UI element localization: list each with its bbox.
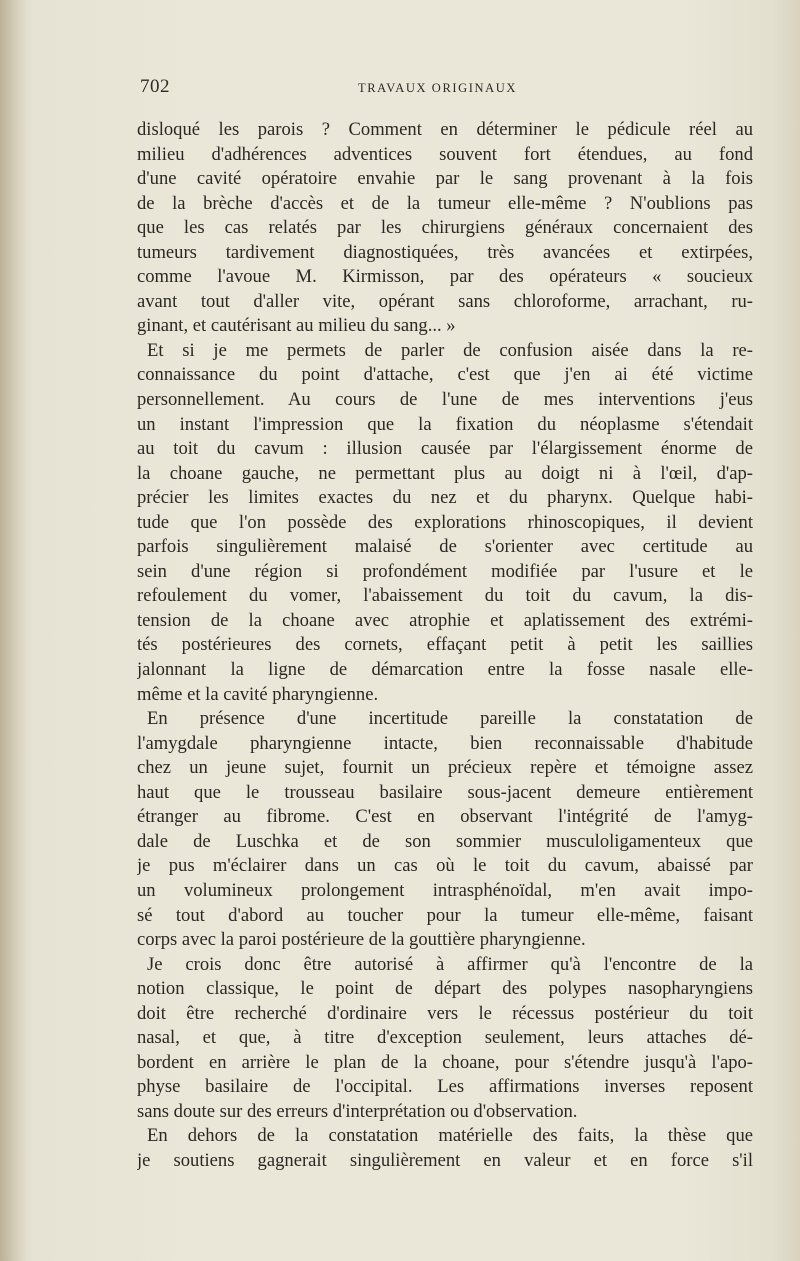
text-line: tumeurs tardivement diagnostiquées, très avancées et extirpées, [137, 241, 753, 263]
text-line: sé tout d'abord au toucher pour la tumeur elle-même, faisant [137, 904, 753, 926]
text-line: connaissance du point d'attache, c'est que j'en ai été victime [137, 364, 753, 386]
text-line: au toit du cavum : illusion causée par l'élargissement énorme de [137, 438, 753, 460]
text-line-paragraph-end: ginant, et cautérisant au milieu du sang... » [137, 315, 456, 337]
text-line-paragraph-start: Et si je me permets de parler de confusion aisée dans la re- [147, 339, 753, 361]
text-line: tension de la choane avec atrophie et aplatissement des extrémi- [137, 609, 753, 631]
text-line: je soutiens gagnerait singulièrement en valeur et en force s'il [137, 1149, 753, 1171]
text-line: physe basilaire de l'occipital. Les affirmations inverses reposent [137, 1076, 753, 1098]
text-line: tude que l'on possède des explorations rhinoscopiques, il devient [137, 511, 753, 533]
text-line: jalonnant la ligne de démarcation entre la fosse nasale elle- [137, 659, 753, 681]
text-line: étranger au fibrome. C'est en observant l'intégrité de l'amyg- [137, 806, 753, 828]
text-line: comme l'avoue M. Kirmisson, par des opérateurs « soucieux [137, 266, 753, 288]
text-line-paragraph-end: corps avec la paroi postérieure de la gouttière pharyngienne. [137, 929, 586, 951]
text-line: que les cas relatés par les chirurgiens généraux concernaient des [137, 217, 753, 239]
text-line: l'amygdale pharyngienne intacte, bien reconnaissable d'habitude [137, 732, 753, 754]
text-line-paragraph-end: sans doute sur des erreurs d'interprétation ou d'observation. [137, 1100, 578, 1122]
text-line: tés postérieures des cornets, effaçant petit à petit les saillies [137, 634, 753, 656]
text-line: sein d'une région si profondément modifiée par l'usure et le [137, 560, 753, 582]
text-line-paragraph-start: En dehors de la constatation matérielle des faits, la thèse que [147, 1125, 753, 1147]
text-line: haut que le trousseau basilaire sous-jacent demeure entièrement [137, 781, 753, 803]
page-gutter-shadow [0, 0, 26, 1261]
page-number: 702 [140, 76, 170, 97]
text-line: précier les limites exactes du nez et du pharynx. Quelque habi- [137, 487, 753, 509]
text-line: parfois singulièrement malaisé de s'orienter avec certitude au [137, 536, 753, 558]
text-line: refoulement du vomer, l'abaissement du toit du cavum, la dis- [137, 585, 753, 607]
text-line: chez un jeune sujet, fournit un précieux repère et témoigne assez [137, 757, 753, 779]
text-line: de la brèche d'accès et de la tumeur elle-même ? N'oublions pas [137, 192, 753, 214]
running-title: TRAVAUX ORIGINAUX [358, 81, 518, 95]
text-line-paragraph-start: En présence d'une incertitude pareille la constatation de [147, 708, 753, 730]
text-line: bordent en arrière le plan de la choane, pour s'étendre jusqu'à l'apo- [137, 1051, 753, 1073]
text-line: nasal, et que, à titre d'exception seulement, leurs attaches dé- [137, 1027, 753, 1049]
text-line: un instant l'impression que la fixation du néoplasme s'étendait [137, 413, 753, 435]
body-text [137, 118, 753, 1174]
text-line: doit être recherché d'ordinaire vers le récessus postérieur du toit [137, 1002, 753, 1024]
text-line: notion classique, le point de départ des polypes nasopharyngiens [137, 978, 753, 1000]
text-line: la choane gauche, ne permettant plus au doigt ni à l'œil, d'ap- [137, 462, 753, 484]
text-line: disloqué les parois ? Comment en déterminer le pédicule réel au [137, 119, 753, 140]
text-line: dale de Luschka et de son sommier musculoligamenteux que [137, 830, 753, 852]
text-line: je pus m'éclairer dans un cas où le toit du cavum, abaissé par [137, 855, 753, 877]
text-line: avant tout d'aller vite, opérant sans chloroforme, arrachant, ru- [137, 290, 753, 312]
text-line: d'une cavité opératoire envahie par le sang provenant à la fois [137, 168, 753, 190]
text-line: personnellement. Au cours de l'une de mes interventions j'eus [137, 389, 753, 411]
running-head [140, 76, 760, 100]
text-line-paragraph-start: Je crois donc être autorisé à affirmer qu'à l'encontre de la [147, 953, 753, 975]
text-line: un volumineux prolongement intrasphénoïdal, m'en avait impo- [137, 879, 753, 901]
text-line-paragraph-end: même et la cavité pharyngienne. [137, 683, 379, 705]
text-line: milieu d'adhérences adventices souvent fort étendues, au fond [137, 143, 753, 165]
